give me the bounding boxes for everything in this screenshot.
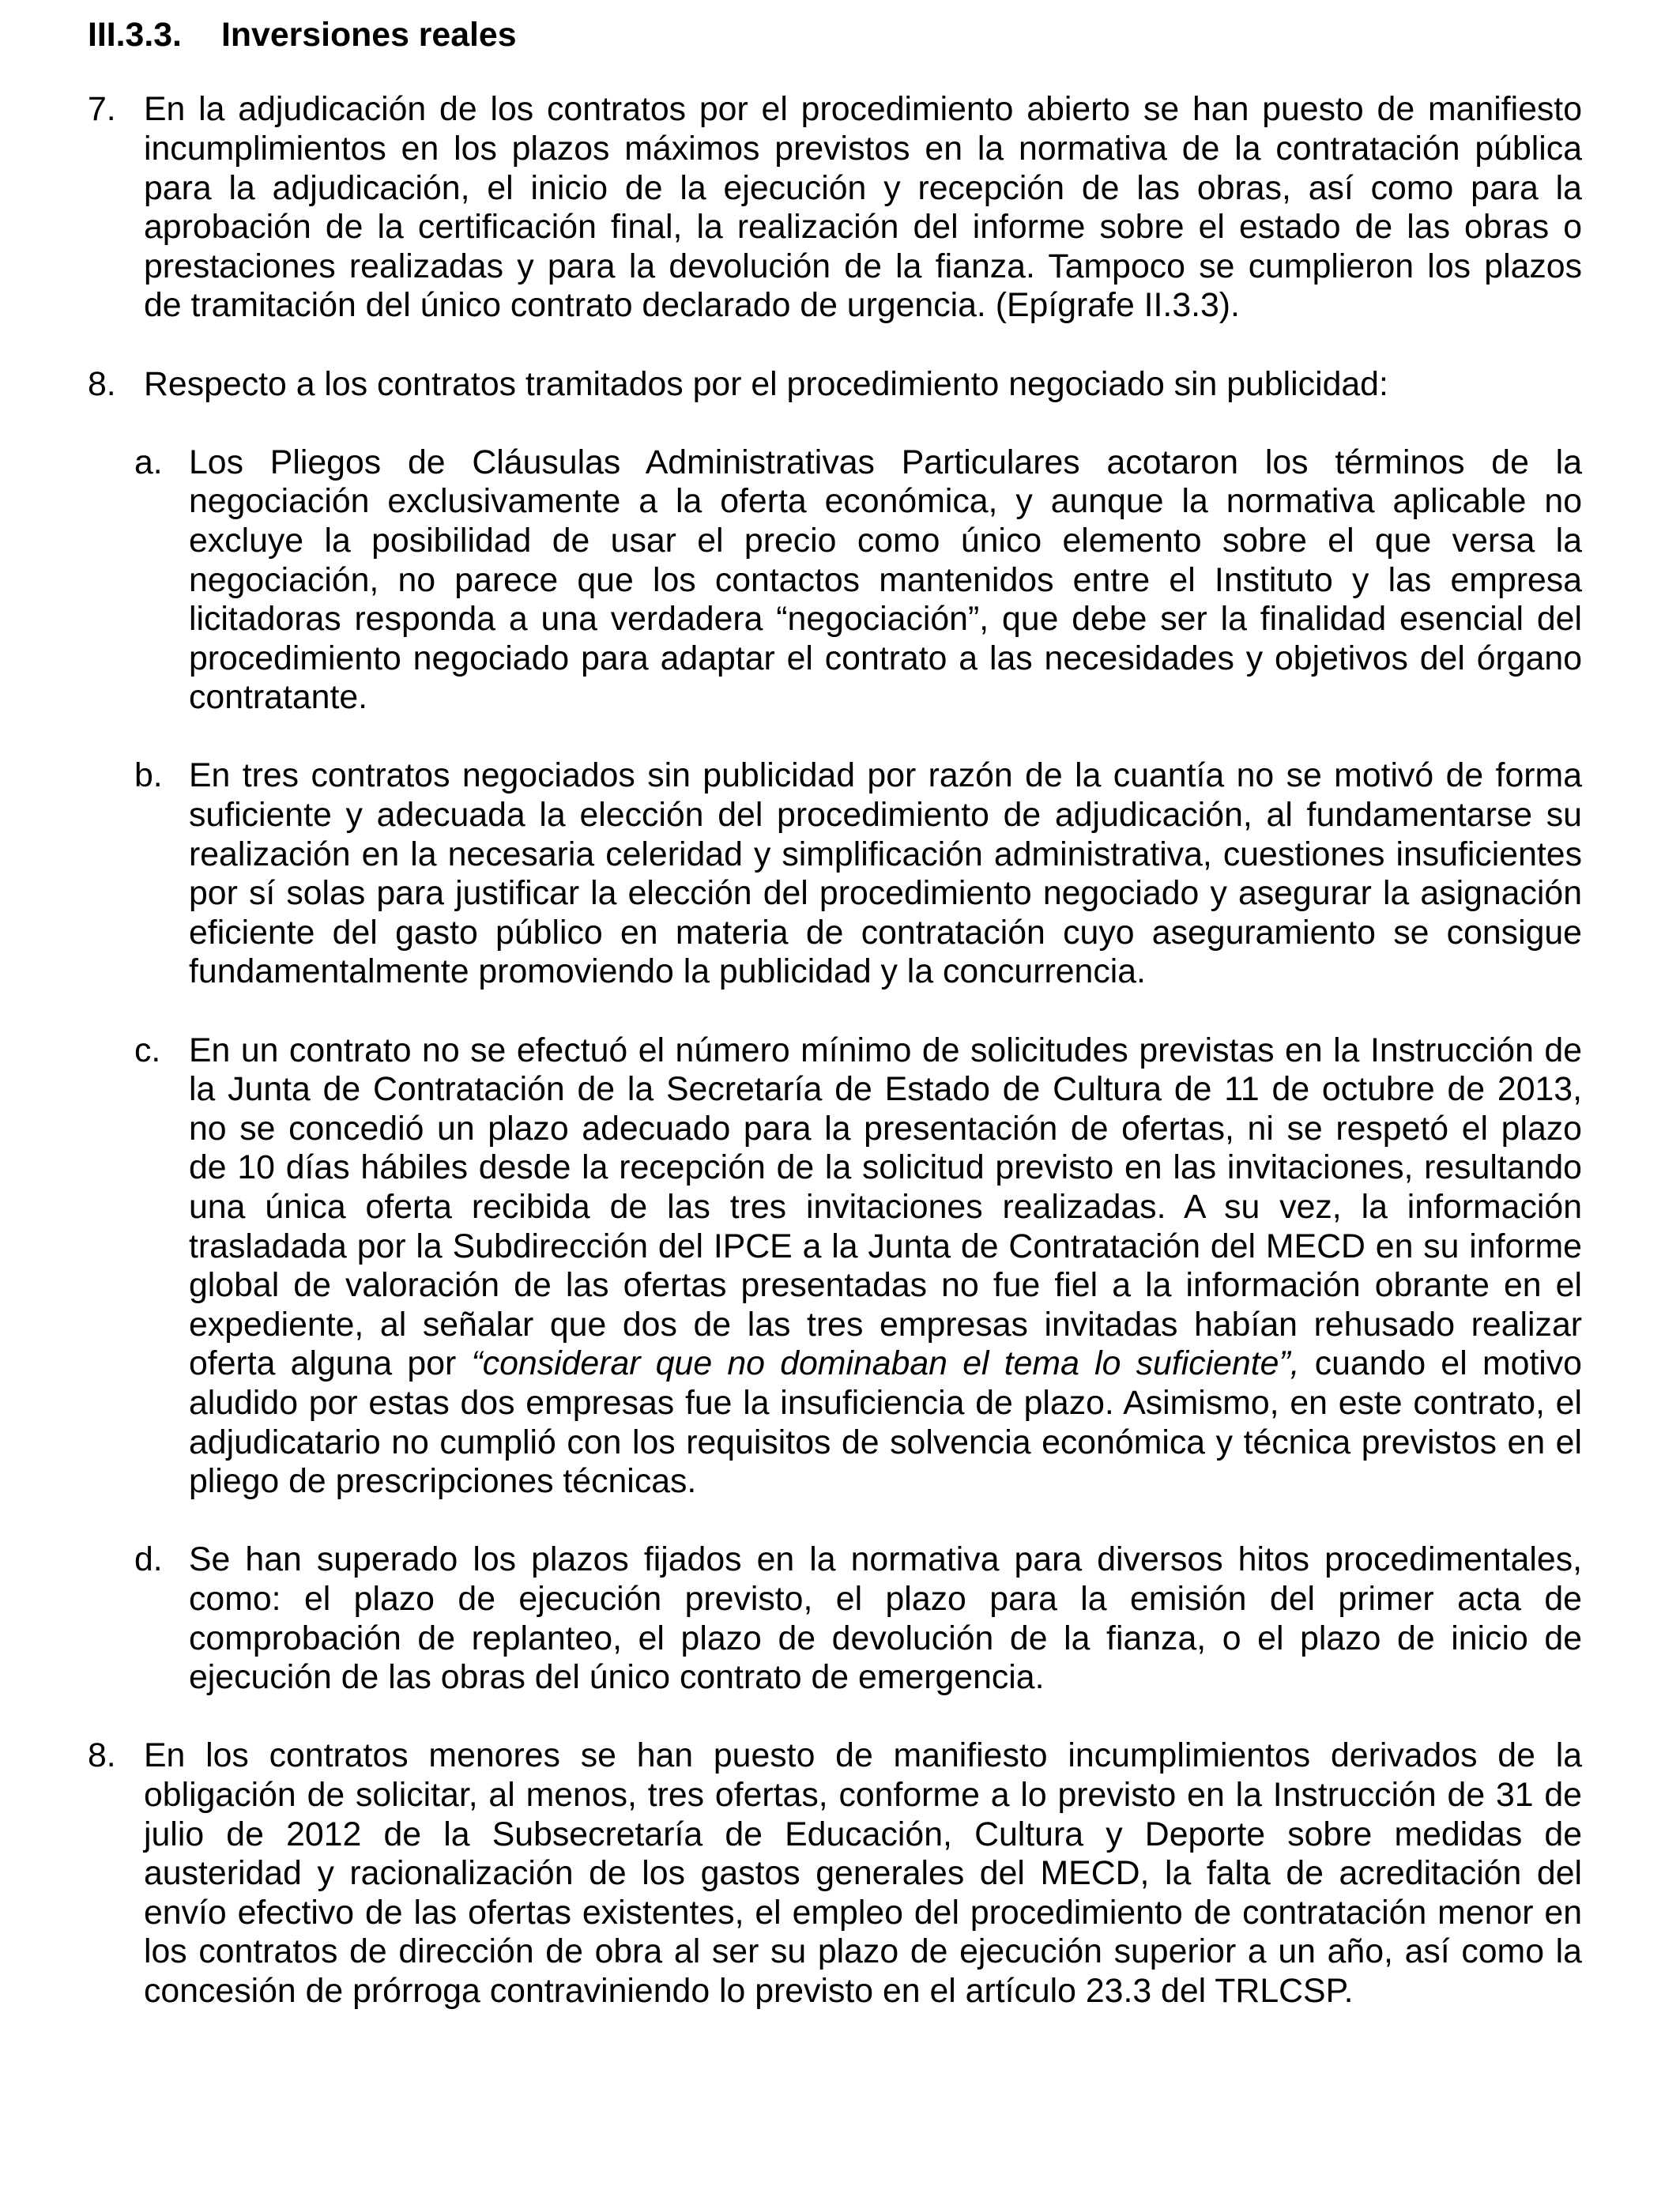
sub-list <box>134 443 1582 1698</box>
text-segment: cuando el motivo <box>1299 1344 1582 1383</box>
text-line: la Junta de Contratación de la Secretaría de Estado de Cultura de 11 de octubre de 2013, <box>189 1070 1582 1109</box>
text-line: eficiente del gasto público en materia de contratación cuyo aseguramiento se consigue <box>189 913 1582 952</box>
sub-item-letter: c. <box>134 1031 161 1069</box>
text-line: excluye la posibilidad de usar el precio como único elemento sobre el que versa la <box>189 521 1582 560</box>
text-line: En la adjudicación de los contratos por el procedimiento abierto se han puesto de manifiesto <box>144 90 1582 129</box>
text-line: licitadoras responda a una verdadera “negociación”, que debe ser la finalidad esencial del <box>189 600 1582 639</box>
sub-item <box>134 756 1582 992</box>
text-line: trasladada por la Subdirección del IPCE a la Junta de Contratación del MECD en su informe <box>189 1227 1582 1265</box>
list-item <box>88 365 1582 1698</box>
text-line: expediente, al señalar que dos de las tres empresas invitadas habían rehusado realizar <box>189 1305 1582 1344</box>
text-line: contratante. <box>189 678 368 717</box>
item-body <box>144 1736 1582 2011</box>
text-line: una única oferta recibida de las tres invitaciones realizadas. A su vez, la información <box>189 1188 1582 1227</box>
text-line: obligación de solicitar, al menos, tres ofertas, conforme a lo previsto en la Instrucción de 31 de <box>144 1775 1582 1814</box>
text-line: suficiente y adecuada la elección del procedimiento de adjudicación, al fundamentarse su <box>189 796 1582 835</box>
italic-quote: “considerar que no dominaban el tema lo suficiente”, <box>471 1344 1300 1383</box>
text-line <box>189 1344 1582 1384</box>
text-line: ejecución de las obras del único contrato de emergencia. <box>189 1658 1045 1697</box>
text-line: comprobación de replanteo, el plazo de devolución de la fianza, o el plazo de inicio de <box>189 1619 1582 1657</box>
text-line: prestaciones realizadas y para la devolución de la fianza. Tampoco se cumplieron los plazos <box>144 247 1582 285</box>
text-line: austeridad y racionalización de los gastos generales del MECD, la falta de acreditación del <box>144 1854 1582 1893</box>
text-line: por sí solas para justificar la elección del procedimiento negociado y asegurar la asignación <box>189 874 1582 913</box>
sub-item <box>134 1540 1582 1697</box>
text-line: En tres contratos negociados sin publicidad por razón de la cuantía no se motivó de forma <box>189 756 1582 795</box>
text-line: para la adjudicación, el inicio de la ejecución y recepción de las obras, así como para la <box>144 168 1582 207</box>
text-line: pliego de prescripciones técnicas. <box>189 1462 697 1501</box>
text-line: negociación exclusivamente a la oferta económica, y aunque la normativa aplicable no <box>189 482 1582 521</box>
sub-item-letter: a. <box>134 443 163 481</box>
item-body <box>134 364 1582 1698</box>
text-line: global de valoración de las ofertas presentadas no fue fiel a la información obrante en el <box>189 1266 1582 1305</box>
text-line: Respecto a los contratos tramitados por el procedimiento negociado sin publicidad: <box>144 364 1388 403</box>
item-number: 8. <box>88 1736 116 1775</box>
text-segment: oferta alguna por <box>189 1344 472 1383</box>
text-line: Se han superado los plazos fijados en la normativa para diversos hitos procedimentales, <box>189 1540 1582 1579</box>
text-line: aludido por estas dos empresas fue la insuficiencia de plazo. Asimismo, en este contrato, el <box>189 1383 1582 1422</box>
sub-item <box>134 443 1582 718</box>
section-heading <box>88 16 1582 55</box>
section-number: III.3.3. <box>88 16 182 54</box>
item-number: 7. <box>88 90 116 129</box>
text-line: procedimiento negociado para adaptar el contrato a las necesidades y objetivos del órgano <box>189 639 1582 677</box>
text-line: incumplimientos en los plazos máximos previstos en la normativa de la contratación pública <box>144 129 1582 168</box>
text-line: realización en la necesaria celeridad y simplificación administrativa, cuestiones insuficientes <box>189 835 1582 873</box>
text-line: concesión de prórroga contraviniendo lo previsto en el artículo 23.3 del TRLCSP. <box>144 1971 1354 2010</box>
text-line: adjudicatario no cumplió con los requisitos de solvencia económica y técnica previstos en el <box>189 1423 1582 1461</box>
section-title: Inversiones reales <box>221 16 517 54</box>
sub-item-body <box>189 1540 1582 1697</box>
document-page <box>88 16 1582 2050</box>
text-line: los contratos de dirección de obra al ser su plazo de ejecución superior a un año, así como la <box>144 1932 1582 1971</box>
text-line: de tramitación del único contrato declarado de urgencia. (Epígrafe II.3.3). <box>144 286 1240 325</box>
sub-item-letter: d. <box>134 1540 163 1579</box>
sub-item-body <box>189 1031 1582 1502</box>
text-line: negociación, no parece que los contactos mantenidos entre el Instituto y las empresa <box>189 560 1582 599</box>
text-line: En los contratos menores se han puesto de manifiesto incumplimientos derivados de la <box>144 1736 1582 1775</box>
item-number: 8. <box>88 364 116 403</box>
text-line: aprobación de la certificación final, la realización del informe sobre el estado de las obras o <box>144 208 1582 247</box>
sub-item-body <box>189 443 1582 718</box>
text-line: de 10 días hábiles desde la recepción de la solicitud previsto en las invitaciones, resultando <box>189 1148 1582 1187</box>
text-line: como: el plazo de ejecución previsto, el plazo para la emisión del primer acta de <box>189 1579 1582 1618</box>
sub-item <box>134 1031 1582 1502</box>
item-body <box>144 90 1582 326</box>
text-line: envío efectivo de las ofertas existentes, el empleo del procedimiento de contratación menor en <box>144 1893 1582 1932</box>
text-line: fundamentalmente promoviendo la publicidad y la concurrencia. <box>189 952 1146 991</box>
list-item <box>88 90 1582 326</box>
list-item <box>88 1736 1582 2011</box>
text-line: En un contrato no se efectuó el número mínimo de solicitudes previstas en la Instrucción de <box>189 1031 1582 1069</box>
sub-item-body <box>189 756 1582 992</box>
text-line: no se concedió un plazo adecuado para la presentación de ofertas, ni se respetó el plazo <box>189 1109 1582 1148</box>
sub-item-letter: b. <box>134 756 163 795</box>
text-line: Los Pliegos de Cláusulas Administrativas Particulares acotaron los términos de la <box>189 443 1582 481</box>
text-line: julio de 2012 de la Subsecretaría de Educación, Cultura y Deporte sobre medidas de <box>144 1815 1582 1853</box>
